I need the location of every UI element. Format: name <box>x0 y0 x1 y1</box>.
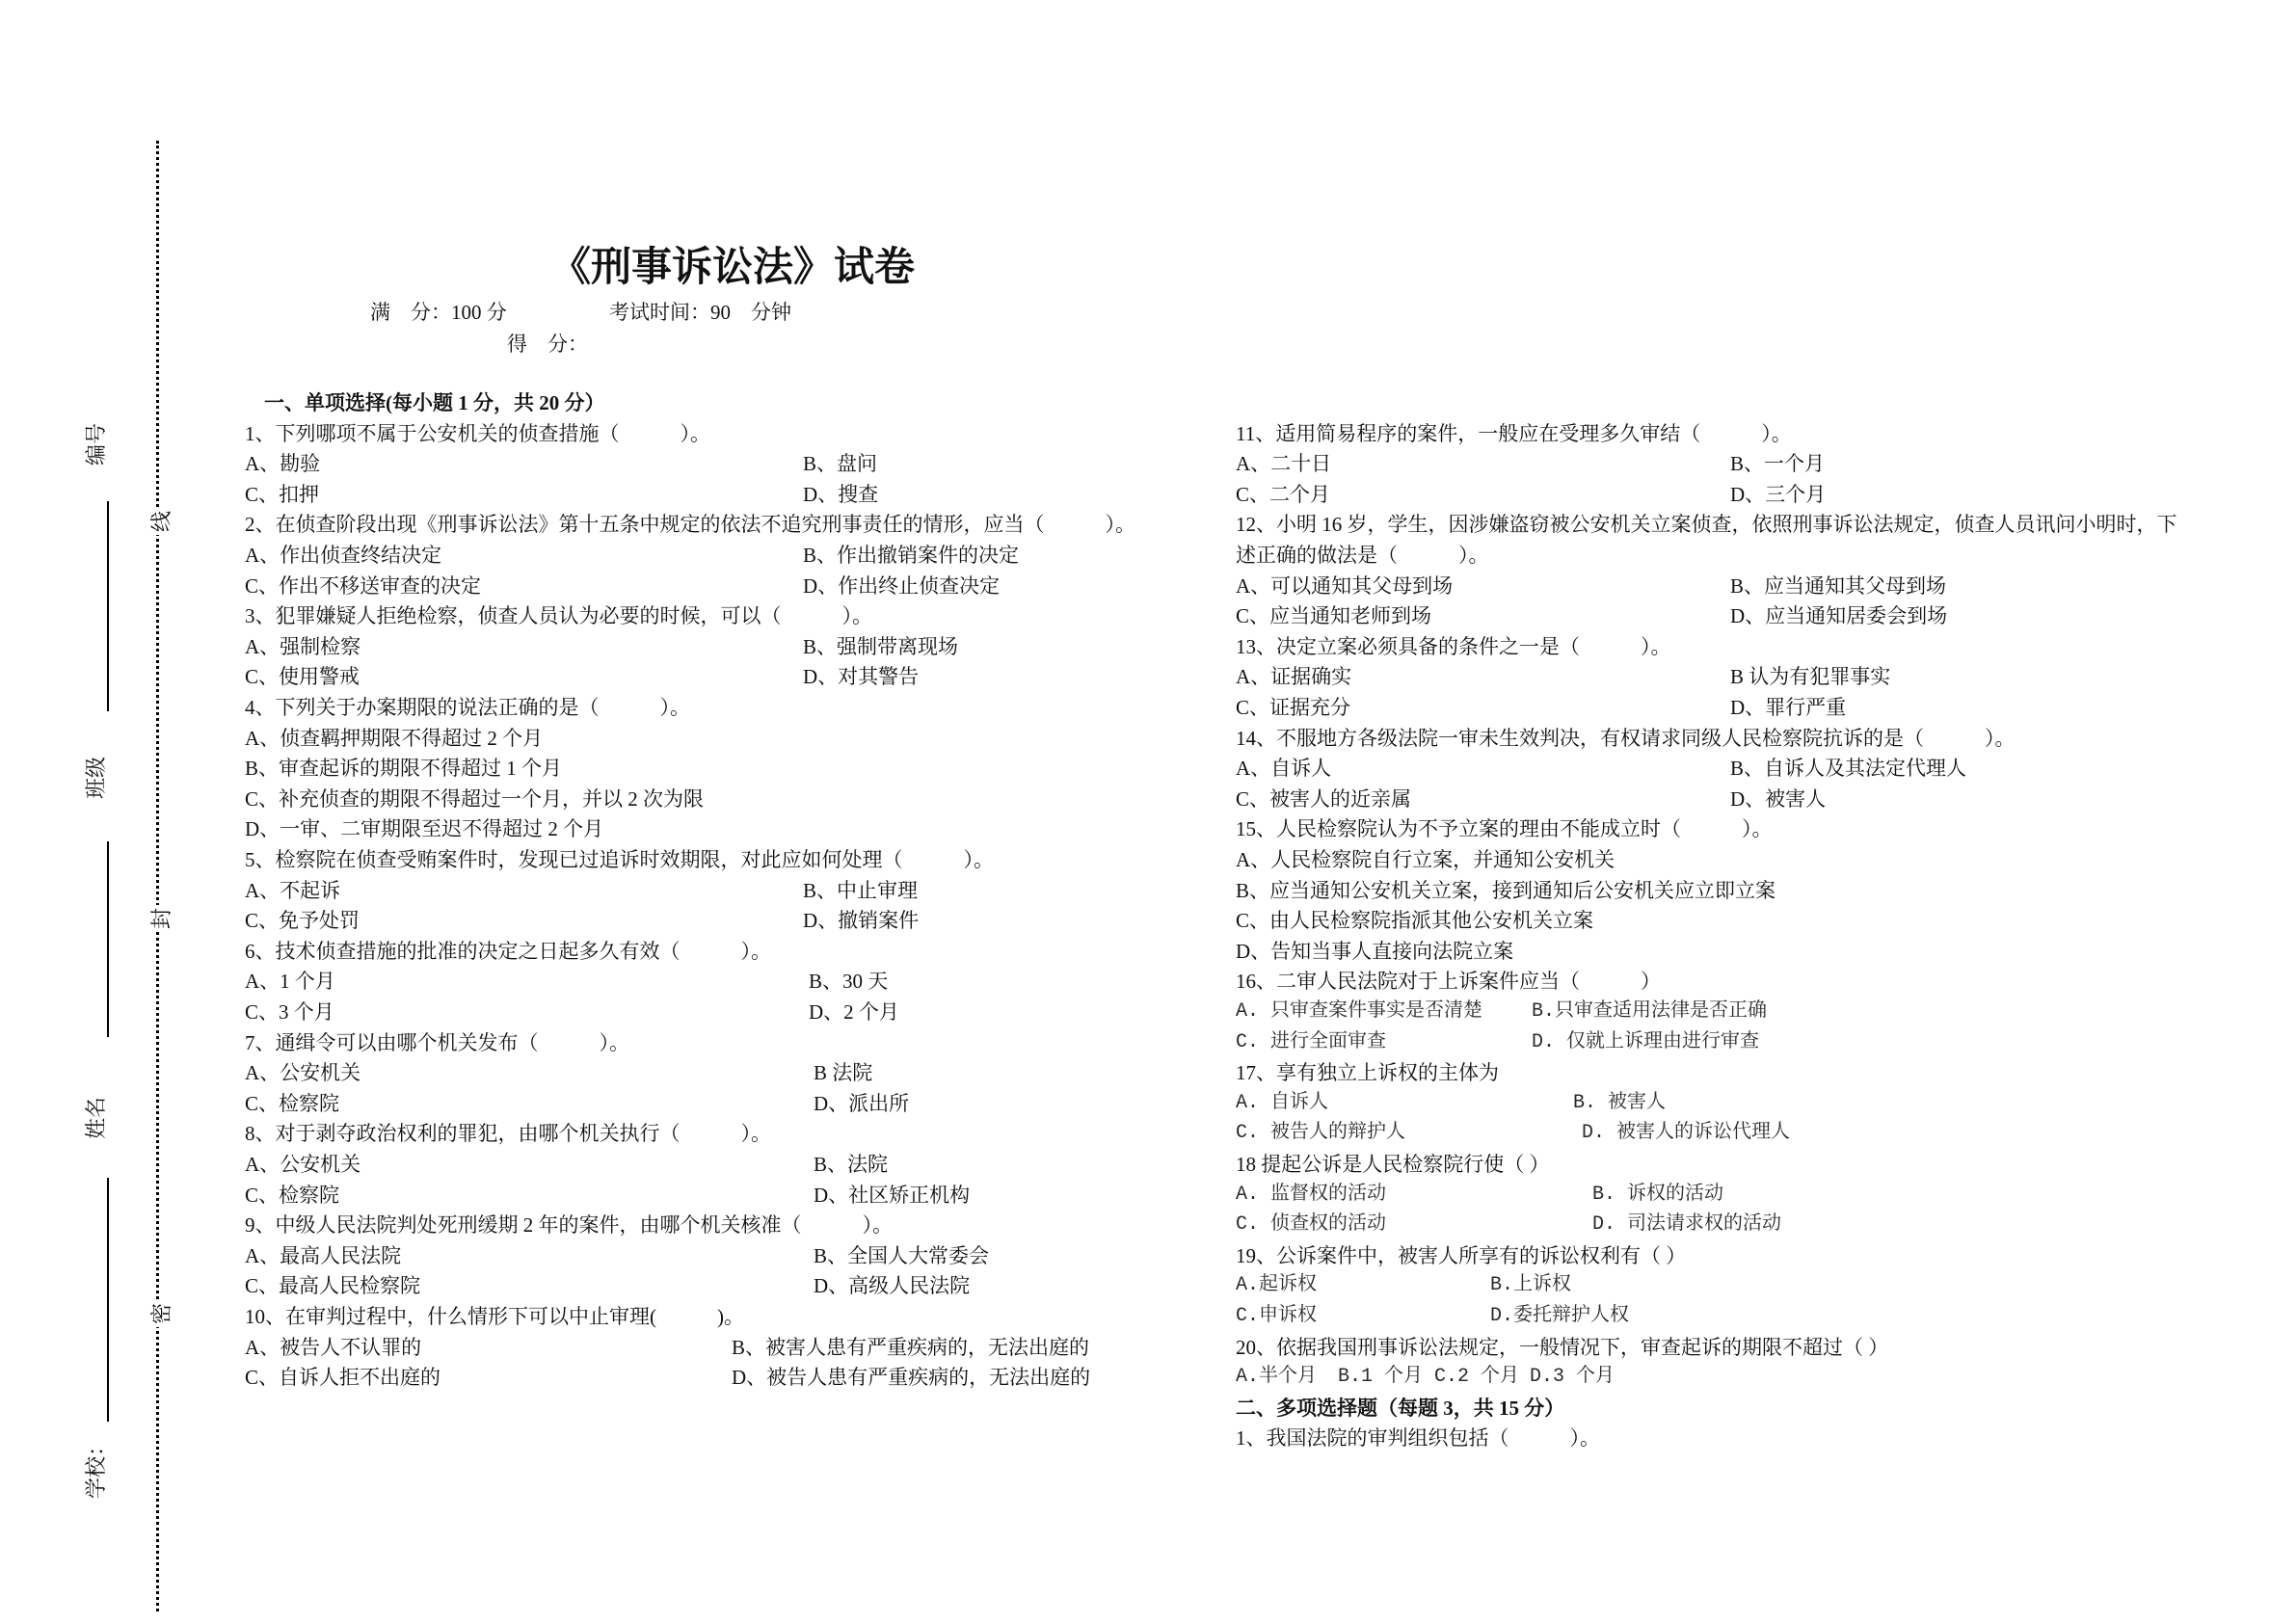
question-8-stem: 8、对于剥夺政治权利的罪犯，由哪个机关执行（ ）。 <box>245 1122 771 1146</box>
question-1-stem: 1、下列哪项不属于公安机关的侦查措施（ ）。 <box>245 421 710 445</box>
option-b: B 认为有犯罪事实 <box>1730 665 1891 689</box>
class-underline <box>107 841 109 1037</box>
option-a: A、人民检察院自行立案，并通知公安机关 <box>1236 848 1615 871</box>
question-14-options-cd <box>1236 784 1827 814</box>
option-b: B、应当通知公安机关立案，接到通知后公安机关应立即立案 <box>1236 878 1776 902</box>
option-d: D、搜查 <box>803 482 879 506</box>
school-label: 学校： <box>84 1434 108 1500</box>
option-a: A、作出侦查终结决定 <box>245 544 442 567</box>
secret-mark: 密 <box>149 1300 174 1327</box>
number-label: 编号 <box>84 422 108 466</box>
section-2-heading: 二、多项选择题（每题 3，共 15 分） <box>1236 1396 1565 1420</box>
option-a: A.起诉权 <box>1236 1274 1318 1297</box>
option-c: C. 侦查权的活动 <box>1236 1213 1387 1237</box>
question-13-stem: 13、决定立案必须具备的条件之一是（ ）。 <box>1236 634 1671 658</box>
option-b: B.上诉权 <box>1490 1274 1572 1297</box>
question-13-options-ab <box>1236 661 1891 692</box>
option-a: A、侦查羁押期限不得超过 2 个月 <box>245 726 544 750</box>
option-c: C、免予处罚 <box>245 909 360 933</box>
option-b: B、一个月 <box>1730 452 1826 476</box>
option-b: B、自诉人及其法定代理人 <box>1730 757 1967 781</box>
question-15-stem: 15、人民检察院认为不予立案的理由不能成立时（ ）。 <box>1236 817 1773 841</box>
option-d: D、高级人民法院 <box>814 1274 971 1298</box>
option-c: C、3 个月 <box>245 1000 334 1024</box>
option-b: B.只审查适用法律是否正确 <box>1532 1000 1768 1023</box>
option-d: D、被害人 <box>1730 786 1827 811</box>
option-a: A、最高人民法院 <box>245 1243 402 1267</box>
option-b: B. 诉权的活动 <box>1592 1183 1724 1206</box>
question-6-stem: 6、技术侦查措施的批准的决定之日起多久有效（ ）。 <box>245 939 771 963</box>
class-label: 班级 <box>84 756 108 800</box>
option-b: B、强制带离现场 <box>803 634 959 658</box>
option-d: D.3 个月 <box>1530 1366 1615 1389</box>
option-d: D.委托辩护人权 <box>1490 1305 1630 1327</box>
exam-time: 考试时间：90 分钟 <box>609 301 791 324</box>
option-a: A、公安机关 <box>245 1061 361 1085</box>
option-c: C、补充侦查的期限不得超过一个月，并以 2 次为限 <box>245 786 705 811</box>
option-a: A、1 个月 <box>245 970 335 994</box>
question-17-options-ab <box>1236 1088 1667 1119</box>
question-16-stem: 16、二审人民法院对于上诉案件应当（ ） <box>1236 970 1661 994</box>
question-18-options-cd <box>1236 1210 1782 1240</box>
question-10-options-ab <box>245 1332 1090 1363</box>
question-8-options-cd <box>245 1180 971 1211</box>
question-5-options-cd <box>245 905 920 936</box>
option-b: B、中止审理 <box>803 878 919 902</box>
question-19-options-ab <box>1236 1270 1572 1301</box>
question-12-stem: 12、小明 16 岁，学生，因涉嫌盗窃被公安机关立案侦查，依照刑事诉讼法规定，侦查人员讯问小明时，下 <box>1236 513 2177 537</box>
question-18-options-ab <box>1236 1180 1724 1211</box>
name-underline <box>107 1178 109 1422</box>
question-12-stem-continued: 述正确的做法是（ ）。 <box>1236 544 1489 567</box>
option-c: C、被害人的近亲属 <box>1236 786 1412 811</box>
option-d: D、应当通知居委会到场 <box>1730 604 1948 628</box>
section-2-question-1-stem: 1、我国法院的审判组织包括（ ）。 <box>1236 1426 1600 1451</box>
option-c: C、证据充分 <box>1236 696 1351 719</box>
option-b: B、全国人大常委会 <box>814 1243 990 1267</box>
question-5-options-ab <box>245 875 919 906</box>
option-d: D、告知当事人直接向法院立案 <box>1236 939 1514 963</box>
question-2-options-ab <box>245 540 1020 571</box>
question-20-stem: 20、依据我国刑事诉讼法规定，一般情况下，审查起诉的期限不超过（ ） <box>1236 1335 1889 1359</box>
option-a: A、勘验 <box>245 452 321 476</box>
option-a: A、不起诉 <box>245 878 341 902</box>
option-c: C、扣押 <box>245 482 320 506</box>
option-b: B 法院 <box>814 1061 873 1085</box>
question-14-options-ab <box>1236 753 1967 784</box>
question-2-stem: 2、在侦查阶段出现《刑事诉讼法》第十五条中规定的依法不追究刑事责任的情形，应当（ ）。 <box>245 513 1135 537</box>
option-d: D、派出所 <box>814 1091 910 1115</box>
option-a: A、被告人不认罪的 <box>245 1335 422 1359</box>
question-2-options-cd <box>245 571 1001 601</box>
number-underline <box>107 501 109 711</box>
question-5-stem: 5、检察院在侦查受贿案件时，发现已过追诉时效期限，对此应如何处理（ ）。 <box>245 848 994 871</box>
option-c: C. 被告人的辩护人 <box>1236 1122 1406 1145</box>
question-18-stem: 18 提起公诉是人民检察院行使（ ） <box>1236 1153 1550 1176</box>
question-7-stem: 7、通缉令可以由哪个机关发布（ ）。 <box>245 1030 629 1054</box>
line-mark: 线 <box>149 508 174 535</box>
question-16-options-cd <box>1236 1027 1760 1058</box>
option-a: A. 自诉人 <box>1236 1091 1329 1114</box>
question-20-options <box>1236 1362 1615 1393</box>
option-d: D. 仅就上诉理由进行审查 <box>1532 1030 1760 1053</box>
option-d: D. 司法请求权的活动 <box>1592 1213 1782 1237</box>
option-a: A、二十日 <box>1236 452 1332 476</box>
question-14-stem: 14、不服地方各级法院一审未生效判决，有权请求同级人民检察院抗诉的是（ ）。 <box>1236 726 2016 750</box>
question-9-options-cd <box>245 1270 971 1301</box>
option-a: A. 只审查案件事实是否清楚 <box>1236 1000 1483 1023</box>
question-17-stem: 17、享有独立上诉权的主体为 <box>1236 1061 1499 1085</box>
option-c: C、检察院 <box>245 1091 340 1115</box>
option-c: C.申诉权 <box>1236 1305 1318 1327</box>
option-b: B. 被害人 <box>1573 1091 1667 1114</box>
question-19-stem: 19、公诉案件中，被害人所享有的诉讼权利有（ ） <box>1236 1243 1687 1267</box>
option-b: B、审查起诉的期限不得超过 1 个月 <box>245 757 563 781</box>
option-b: B.1 个月 <box>1338 1366 1424 1389</box>
option-a: A. 监督权的活动 <box>1236 1183 1387 1206</box>
option-b: B、30 天 <box>809 970 889 994</box>
question-9-options-ab <box>245 1240 990 1271</box>
option-d: D、罪行严重 <box>1730 696 1847 719</box>
option-d: D、2 个月 <box>809 1000 899 1024</box>
option-d: D、三个月 <box>1730 482 1827 506</box>
option-c: C、作出不移送审查的决定 <box>245 573 482 598</box>
option-c: C、使用警戒 <box>245 665 360 689</box>
question-12-options-cd <box>1236 600 1948 631</box>
question-13-options-cd <box>1236 692 1847 723</box>
score-field: 得 分： <box>507 333 588 356</box>
option-c: C.2 个月 <box>1434 1366 1520 1389</box>
full-score: 满 分：100 分 <box>370 301 507 324</box>
question-6-options-ab <box>245 966 889 997</box>
option-c: C、检察院 <box>245 1183 340 1207</box>
question-9-stem: 9、中级人民法院判处死刑缓期 2 年的案件，由哪个机关核准（ ）。 <box>245 1213 893 1238</box>
question-3-options-cd <box>245 661 920 692</box>
question-16-options-ab <box>1236 997 1768 1027</box>
question-7-options-cd <box>245 1088 910 1119</box>
option-d: D、撤销案件 <box>803 909 920 933</box>
question-8-options-ab <box>245 1149 889 1180</box>
question-10-options-cd <box>245 1362 1091 1393</box>
question-19-options-cd <box>1236 1301 1630 1332</box>
option-b: B、盘问 <box>803 452 878 476</box>
question-12-options-ab <box>1236 571 1947 601</box>
option-a: A、强制检察 <box>245 634 361 658</box>
question-11-options-cd <box>1236 479 1827 510</box>
option-c: C. 进行全面审查 <box>1236 1030 1387 1053</box>
option-d: D、一审、二审期限至迟不得超过 2 个月 <box>245 817 604 841</box>
option-c: C、由人民检察院指派其他公安机关立案 <box>1236 909 1594 933</box>
option-b: B、作出撤销案件的决定 <box>803 544 1020 567</box>
question-3-options-ab <box>245 631 959 662</box>
page-title: 《刑事诉讼法》试卷 <box>549 243 915 290</box>
option-c: C、自诉人拒不出庭的 <box>245 1366 441 1390</box>
question-4-stem: 4、下列关于办案期限的说法正确的是（ ）。 <box>245 696 690 719</box>
question-17-options-cd <box>1236 1118 1791 1149</box>
question-7-options-ab <box>245 1057 873 1088</box>
name-label: 姓名 <box>84 1096 108 1140</box>
option-a: A、证据确实 <box>1236 665 1352 689</box>
question-1-options-ab <box>245 448 878 479</box>
option-a: A、可以通知其父母到场 <box>1236 573 1454 598</box>
binding-dotted-line <box>156 141 159 1611</box>
question-6-options-cd <box>245 997 899 1027</box>
question-10-stem: 10、在审判过程中，什么情形下可以中止审理( )。 <box>245 1305 744 1328</box>
question-11-stem: 11、适用简易程序的案件，一般应在受理多久审结（ ）。 <box>1236 421 1792 445</box>
option-a: A、公安机关 <box>245 1153 361 1176</box>
option-b: B、被害人患有严重疾病的，无法出庭的 <box>732 1335 1090 1359</box>
option-d: D、对其警告 <box>803 665 920 689</box>
option-c: C、二个月 <box>1236 482 1331 506</box>
option-d: D、被告人患有严重疾病的，无法出庭的 <box>732 1366 1091 1390</box>
option-d: D、作出终止侦查决定 <box>803 573 1001 598</box>
option-d: D. 被害人的诉讼代理人 <box>1582 1122 1791 1145</box>
question-11-options-ab <box>1236 448 1826 479</box>
option-d: D、社区矫正机构 <box>814 1183 971 1207</box>
option-c: C、应当通知老师到场 <box>1236 604 1432 628</box>
question-3-stem: 3、犯罪嫌疑人拒绝检察，侦查人员认为必要的时候，可以（ ）。 <box>245 604 872 628</box>
option-b: B、法院 <box>814 1153 889 1176</box>
option-a: A、自诉人 <box>1236 757 1332 781</box>
option-b: B、应当通知其父母到场 <box>1730 573 1947 598</box>
option-a: A.半个月 <box>1236 1366 1318 1389</box>
question-1-options-cd <box>245 479 879 510</box>
option-c: C、最高人民检察院 <box>245 1274 421 1298</box>
seal-mark: 封 <box>149 905 174 932</box>
section-1-heading: 一、单项选择(每小题 1 分，共 20 分） <box>264 391 605 414</box>
